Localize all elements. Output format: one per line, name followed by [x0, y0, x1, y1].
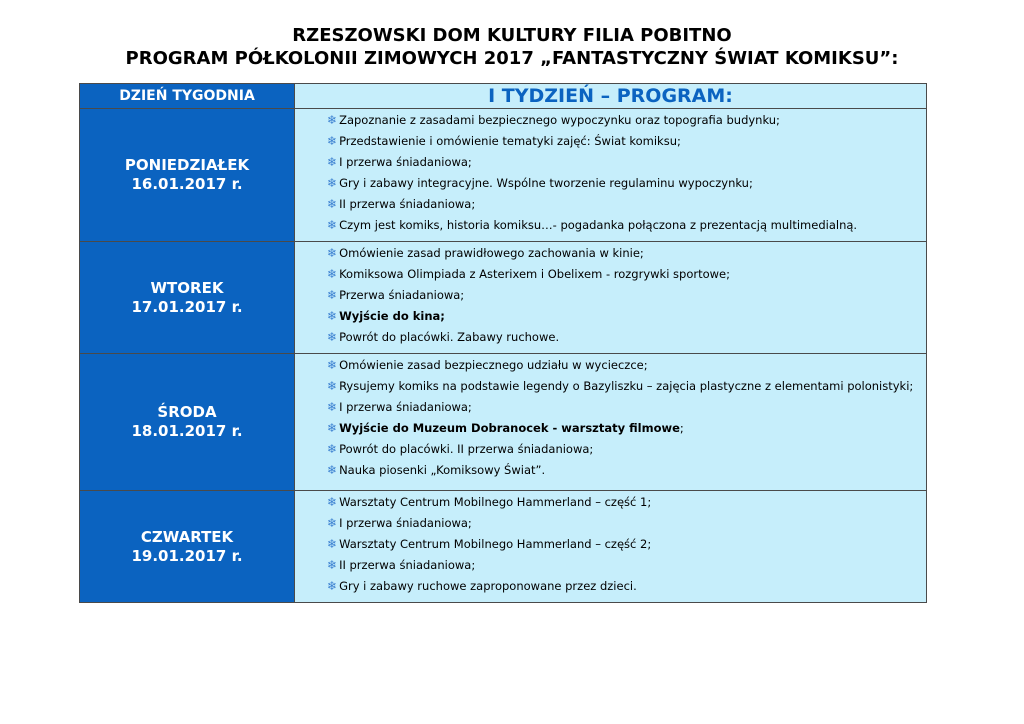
day-name: CZWARTEK — [140, 527, 234, 546]
document-subtitle: PROGRAM PÓŁKOLONII ZIMOWYCH 2017 „FANTASTYCZNY ŚWIAT KOMIKSU”: — [125, 48, 899, 69]
list-item: ❄ Omówienie zasad prawidłowego zachowania w kinie; — [327, 246, 644, 260]
snowflake-icon: ❄ — [327, 330, 338, 344]
snowflake-icon: ❄ — [327, 579, 338, 593]
day-date: 19.01.2017 r. — [131, 546, 243, 565]
list-item: ❄ Omówienie zasad bezpiecznego udziału w wycieczce; — [327, 358, 648, 372]
day-name: WTOREK — [150, 278, 224, 297]
day-cell — [80, 491, 295, 603]
snowflake-icon: ❄ — [327, 134, 338, 148]
list-item: ❄ Warsztaty Centrum Mobilnego Hammerland – część 1; — [327, 495, 652, 509]
list-item: ❄ Warsztaty Centrum Mobilnego Hammerland – część 2; — [327, 537, 652, 551]
day-name: PONIEDZIAŁEK — [124, 156, 250, 174]
list-item: ❄ Czym jest komiks, historia komiksu…- pogadanka połączona z prezentacją multimedialną. — [327, 218, 858, 232]
day-cell — [80, 354, 295, 491]
column-header-day: DZIEŃ TYGODNIA — [80, 84, 295, 109]
day-name: ŚRODA — [157, 403, 217, 421]
snowflake-icon: ❄ — [327, 442, 338, 456]
snowflake-icon: ❄ — [327, 309, 338, 323]
snowflake-icon: ❄ — [327, 155, 338, 169]
document-title: RZESZOWSKI DOM KULTURY FILIA POBITNO — [292, 25, 732, 46]
snowflake-icon: ❄ — [327, 267, 338, 281]
snowflake-icon: ❄ — [327, 379, 338, 393]
snowflake-icon: ❄ — [327, 400, 338, 414]
table-row — [80, 491, 927, 603]
snowflake-icon: ❄ — [327, 218, 338, 232]
list-item: ❄ Komiksowa Olimpiada z Asterixem i Obelixem - rozgrywki sportowe; — [327, 267, 731, 281]
day-cell — [80, 242, 295, 354]
list-item: ❄ Wyjście do kina; — [327, 309, 445, 323]
table-row — [80, 354, 927, 491]
snowflake-icon: ❄ — [327, 516, 338, 530]
snowflake-icon: ❄ — [327, 558, 338, 572]
program-cell — [295, 491, 927, 603]
day-date: 18.01.2017 r. — [131, 422, 243, 440]
snowflake-icon: ❄ — [327, 421, 338, 435]
snowflake-icon: ❄ — [327, 358, 338, 372]
list-item: ❄ II przerwa śniadaniowa; — [327, 197, 476, 211]
column-header-program: I TYDZIEŃ – PROGRAM: — [295, 84, 927, 109]
list-item: ❄ Powrót do placówki. II przerwa śniadaniowa; — [327, 442, 594, 456]
list-item: ❄ Gry i zabawy ruchowe zaproponowane przez dzieci. — [327, 579, 637, 593]
day-date: 17.01.2017 r. — [131, 297, 243, 316]
program-cell — [295, 242, 927, 354]
snowflake-icon: ❄ — [327, 176, 338, 190]
day-cell — [80, 109, 295, 242]
table-row — [80, 242, 927, 354]
list-item: ❄ Gry i zabawy integracyjne. Wspólne tworzenie regulaminu wypoczynku; — [327, 176, 753, 190]
list-item: ❄ I przerwa śniadaniowa; — [327, 155, 472, 169]
snowflake-icon: ❄ — [327, 197, 338, 211]
day-date: 16.01.2017 r. — [131, 175, 243, 193]
snowflake-icon: ❄ — [327, 113, 338, 127]
list-item: ❄ I przerwa śniadaniowa; — [327, 516, 472, 530]
program-cell — [295, 354, 927, 491]
program-cell — [295, 109, 927, 242]
snowflake-icon: ❄ — [327, 288, 338, 302]
list-item: ❄ Wyjście do Muzeum Dobranocek - warsztaty filmowe; — [327, 421, 684, 435]
list-item: ❄ Przerwa śniadaniowa; — [327, 288, 465, 302]
snowflake-icon: ❄ — [327, 495, 338, 509]
table-row — [80, 109, 927, 242]
list-item: ❄ Powrót do placówki. Zabawy ruchowe. — [327, 330, 560, 344]
program-table — [79, 83, 927, 603]
snowflake-icon: ❄ — [327, 537, 338, 551]
list-item: ❄ II przerwa śniadaniowa; — [327, 558, 476, 572]
list-item: ❄ Przedstawienie i omówienie tematyki zajęć: Świat komiksu; — [327, 134, 681, 148]
snowflake-icon: ❄ — [327, 463, 338, 477]
snowflake-icon: ❄ — [327, 246, 338, 260]
list-item: ❄ Rysujemy komiks na podstawie legendy o Bazyliszku – zajęcia plastyczne z elementami polonistyki; — [327, 379, 914, 393]
list-item: ❄ I przerwa śniadaniowa; — [327, 400, 472, 414]
list-item: ❄ Nauka piosenki „Komiksowy Świat”. — [327, 463, 546, 477]
list-item: ❄ Zapoznanie z zasadami bezpiecznego wypoczynku oraz topografia budynku; — [327, 113, 780, 127]
